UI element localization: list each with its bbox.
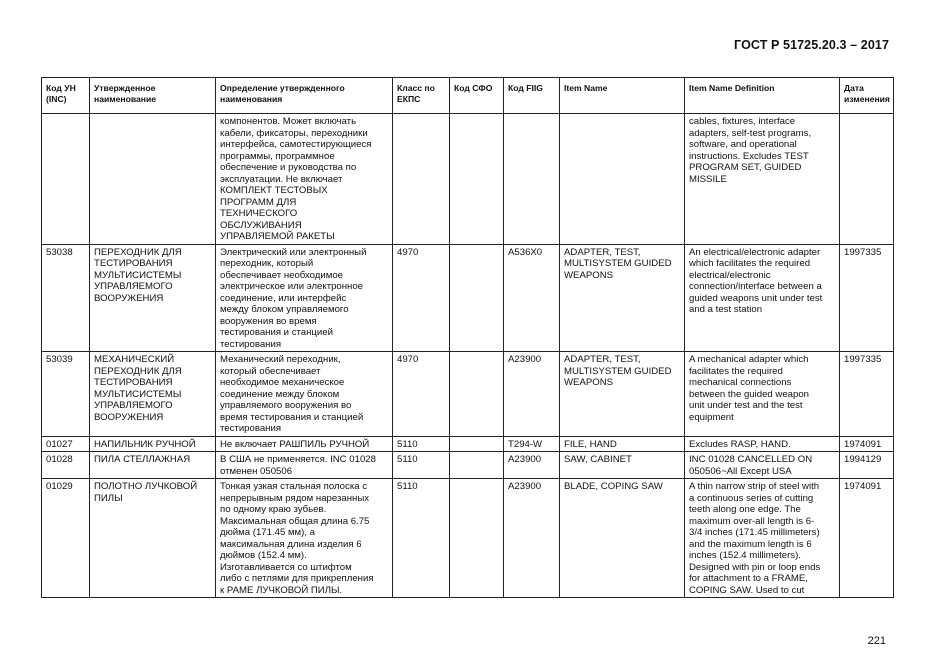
cell-approved-name: ПЕРЕХОДНИК ДЛЯ ТЕСТИРОВАНИЯ МУЛЬТИСИСТЕМЫ УПРАВЛЯЕМОГО ВООРУЖЕНИЯ — [90, 244, 216, 352]
column-header-sfo-code: Код СФО — [450, 78, 504, 114]
column-header-fiig-code: Код FIIG — [504, 78, 560, 114]
cell-change-date: 1974091 — [840, 479, 894, 598]
cell-sfo-code — [450, 352, 504, 437]
table-row — [42, 244, 894, 352]
cell-item-name-definition: A mechanical adapter which facilitates the required mechanical connections between the guided weapon unit under test and the test equipment — [685, 352, 840, 437]
cell-fiig-code — [504, 114, 560, 245]
cell-definition-ru: В США не применяется. INC 01028 отменен 050506 — [216, 452, 393, 479]
cell-definition-ru: Механический переходник, который обеспечивает необходимое механическое соединение между блоком управляемого вооружения во время тестирования и станцией тестирования — [216, 352, 393, 437]
cell-change-date: 1974091 — [840, 436, 894, 452]
cell-approved-name: ПИЛА СТЕЛЛАЖНАЯ — [90, 452, 216, 479]
cell-ekps-class: 5110 — [393, 436, 450, 452]
column-header-change-date: Дата изменения — [840, 78, 894, 114]
cell-definition-ru: компонентов. Может включать кабели, фиксаторы, переходники интерфейса, самотестирующиеся программы, программное обеспечение и руководства по эксплуатации. Не включает КОМПЛЕКТ ТЕСТОВЫХ ПРОГРАММ ДЛЯ ТЕХНИЧЕСКОГО ОБСЛУЖИВАНИЯ УПРАВЛЯЕМОЙ РАКЕТЫ — [216, 114, 393, 245]
cell-inc — [42, 114, 90, 245]
cell-item-name: ADAPTER, TEST, MULTISYSTEM GUIDED WEAPONS — [560, 352, 685, 437]
cell-ekps-class: 4970 — [393, 244, 450, 352]
cell-approved-name: НАПИЛЬНИК РУЧНОЙ — [90, 436, 216, 452]
cell-item-name-definition: An electrical/electronic adapter which facilitates the required electrical/electronic connection/interface between a guided weapons unit under test and a test station — [685, 244, 840, 352]
cell-inc: 01027 — [42, 436, 90, 452]
cell-inc: 53039 — [42, 352, 90, 437]
catalog-table — [41, 77, 894, 598]
cell-change-date: 1994129 — [840, 452, 894, 479]
table-row — [42, 352, 894, 437]
cell-inc: 01028 — [42, 452, 90, 479]
cell-change-date: 1997335 — [840, 244, 894, 352]
cell-sfo-code — [450, 436, 504, 452]
cell-ekps-class: 5110 — [393, 479, 450, 598]
cell-fiig-code: A536X0 — [504, 244, 560, 352]
cell-sfo-code — [450, 114, 504, 245]
cell-definition-ru: Тонкая узкая стальная полоска с непрерывным рядом нарезанных по одному краю зубьев. Максимальная общая длина 6.75 дюйма (171.45 мм), а максимальная длина изделия 6 дюймов (152.4 мм). Изготавливается со штифтом либо с петлями для прикрепления к РАМЕ ЛУЧКОВОЙ ПИЛЫ. — [216, 479, 393, 598]
cell-approved-name: ПОЛОТНО ЛУЧКОВОЙ ПИЛЫ — [90, 479, 216, 598]
cell-item-name — [560, 114, 685, 245]
column-header-definition-ru: Определение утвержденного наименования — [216, 78, 393, 114]
cell-inc: 53038 — [42, 244, 90, 352]
cell-ekps-class: 5110 — [393, 452, 450, 479]
table-row — [42, 114, 894, 245]
table-body — [42, 114, 894, 598]
cell-approved-name — [90, 114, 216, 245]
cell-item-name: BLADE, COPING SAW — [560, 479, 685, 598]
cell-item-name: ADAPTER, TEST, MULTISYSTEM GUIDED WEAPONS — [560, 244, 685, 352]
cell-item-name: SAW, CABINET — [560, 452, 685, 479]
header-row — [42, 78, 894, 114]
table-header — [42, 78, 894, 114]
page-number: 221 — [867, 635, 886, 647]
column-header-approved-name: Утвержденное наименование — [90, 78, 216, 114]
cell-item-name-definition: Excludes RASP, HAND. — [685, 436, 840, 452]
cell-sfo-code — [450, 479, 504, 598]
cell-fiig-code: A23900 — [504, 452, 560, 479]
table-row — [42, 436, 894, 452]
column-header-ekps-class: Класс по ЕКПС — [393, 78, 450, 114]
column-header-item-name: Item Name — [560, 78, 685, 114]
table-row — [42, 452, 894, 479]
cell-item-name-definition: cables, fixtures, interface adapters, self-test programs, software, and operational instructions. Excludes TEST PROGRAM SET, GUIDED MISSILE — [685, 114, 840, 245]
cell-ekps-class: 4970 — [393, 352, 450, 437]
column-header-item-name-definition: Item Name Definition — [685, 78, 840, 114]
cell-fiig-code: A23900 — [504, 352, 560, 437]
cell-fiig-code: T294-W — [504, 436, 560, 452]
table-row — [42, 479, 894, 598]
document-code: ГОСТ Р 51725.20.3 – 2017 — [734, 38, 889, 52]
cell-definition-ru: Не включает РАШПИЛЬ РУЧНОЙ — [216, 436, 393, 452]
cell-sfo-code — [450, 452, 504, 479]
cell-item-name-definition: INC 01028 CANCELLED ON 050506~All Except USA — [685, 452, 840, 479]
cell-item-name-definition: A thin narrow strip of steel with a continuous series of cutting teeth along one edge. The maximum over-all length is 6- 3/4 inches (171.45 millimeters) and the maximum length is 6 inches (152.4 millimeters). Designed with pin or loop ends for attachment to a FRAME, COPING SAW. Used to cut — [685, 479, 840, 598]
cell-approved-name: МЕХАНИЧЕСКИЙ ПЕРЕХОДНИК ДЛЯ ТЕСТИРОВАНИЯ МУЛЬТИСИСТЕМЫ УПРАВЛЯЕМОГО ВООРУЖЕНИЯ — [90, 352, 216, 437]
column-header-inc: Код УН (INC) — [42, 78, 90, 114]
cell-change-date: 1997335 — [840, 352, 894, 437]
cell-item-name: FILE, HAND — [560, 436, 685, 452]
cell-change-date — [840, 114, 894, 245]
cell-sfo-code — [450, 244, 504, 352]
cell-fiig-code: A23900 — [504, 479, 560, 598]
cell-inc: 01029 — [42, 479, 90, 598]
cell-definition-ru: Электрический или электронный переходник, который обеспечивает необходимое электрическое или электронное соединение, или интерфейс между блоком управляемого вооружения во время тестирования и станцией тестирования — [216, 244, 393, 352]
cell-ekps-class — [393, 114, 450, 245]
